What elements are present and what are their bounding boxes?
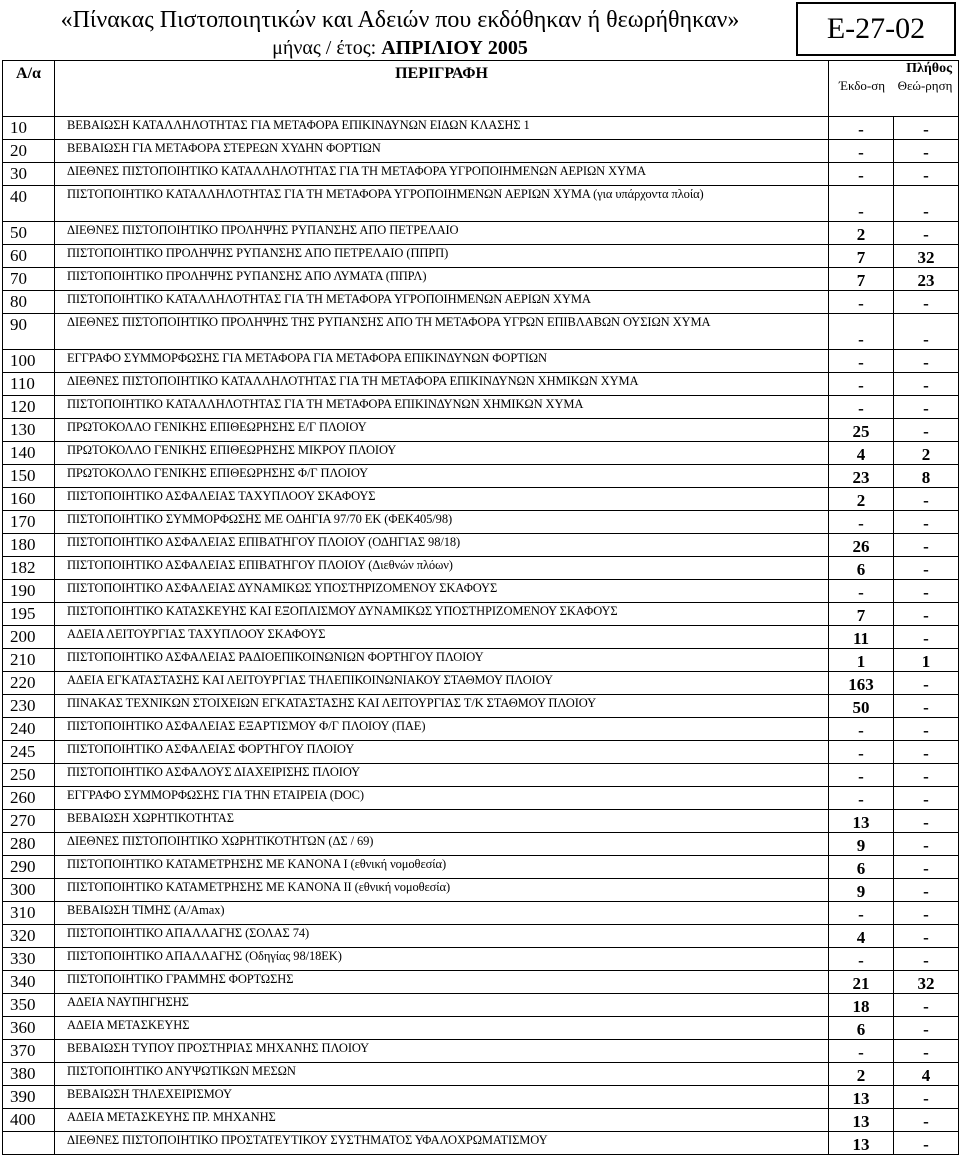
table-row [3,672,959,695]
row-number: 230 [3,695,55,718]
row-number [3,1132,55,1155]
row-endorsed-count: 2 [894,442,959,465]
row-endorsed-count: 23 [894,268,959,291]
row-endorsed-count: - [894,1109,959,1132]
row-number: 360 [3,1017,55,1040]
table-row [3,222,959,245]
row-issued-count: - [829,764,894,787]
table-row [3,557,959,580]
row-number: 195 [3,603,55,626]
period-value: ΑΠΡΙΛΙΟΥ 2005 [381,37,528,59]
row-number: 40 [3,186,55,222]
row-endorsed-count: - [894,1040,959,1063]
row-endorsed-count: - [894,488,959,511]
row-endorsed-count: - [894,373,959,396]
table-row [3,994,959,1017]
row-endorsed-count: - [894,314,959,350]
row-issued-count: 25 [829,419,894,442]
row-endorsed-count: 4 [894,1063,959,1086]
row-description: ΠΙΣΤΟΠΟΙΗΤΙΚΟ ΠΡΟΛΗΨΗΣ ΡΥΠΑΝΣΗΣ ΑΠΟ ΛΥΜΑΤΑ (ΠΠΡΛ) [55,268,829,291]
row-issued-count: 2 [829,488,894,511]
row-number: 240 [3,718,55,741]
row-issued-count: - [829,948,894,971]
row-endorsed-count: - [894,787,959,810]
row-endorsed-count: - [894,833,959,856]
row-description: ΒΕΒΑΙΩΣΗ ΤΙΜΗΣ (Α/Αmax) [55,902,829,925]
row-number: 10 [3,117,55,140]
row-issued-count: 9 [829,879,894,902]
row-issued-count: - [829,350,894,373]
table-row [3,245,959,268]
row-issued-count: - [829,718,894,741]
table-row [3,626,959,649]
row-endorsed-count: - [894,810,959,833]
row-issued-count: 50 [829,695,894,718]
row-issued-count: 23 [829,465,894,488]
row-description: ΠΙΣΤΟΠΟΙΗΤΙΚΟ ΚΑΤΑΛΛΗΛΟΤΗΤΑΣ ΓΙΑ ΤΗ ΜΕΤΑΦΟΡΑ ΥΓΡΟΠΟΙΗΜΕΝΩΝ ΑΕΡΙΩΝ ΧΥΜΑ [55,291,829,314]
row-description: ΒΕΒΑΙΩΣΗ ΤΥΠΟΥ ΠΡΟΣΤΗΡΙΑΣ ΜΗΧΑΝΗΣ ΠΛΟΙΟΥ [55,1040,829,1063]
row-description: ΠΙΣΤΟΠΟΙΗΤΙΚΟ ΑΣΦΑΛΕΙΑΣ ΡΑΔΙΟΕΠΙΚΟΙΝΩΝΙΩΝ ΦΟΡΤΗΓΟΥ ΠΛΟΙΟΥ [55,649,829,672]
row-number: 50 [3,222,55,245]
table-row [3,856,959,879]
table-body [3,117,959,1155]
row-issued-count: 4 [829,442,894,465]
row-number: 400 [3,1109,55,1132]
row-endorsed-count: - [894,1017,959,1040]
table-row [3,718,959,741]
row-endorsed-count: - [894,186,959,222]
row-endorsed-count: - [894,163,959,186]
row-issued-count: - [829,186,894,222]
table-row [3,186,959,222]
row-number: 100 [3,350,55,373]
table-row [3,1109,959,1132]
column-header-endorsed: Θεώ-ρηση [897,78,953,93]
row-issued-count: 13 [829,810,894,833]
row-number: 120 [3,396,55,419]
row-number: 300 [3,879,55,902]
column-header-description: ΠΕΡΙΓΡΑΦΗ [55,61,829,117]
row-issued-count: 7 [829,603,894,626]
row-endorsed-count: - [894,695,959,718]
table-row [3,419,959,442]
row-description: ΑΔΕΙΑ ΜΕΤΑΣΚΕΥΗΣ [55,1017,829,1040]
row-endorsed-count: - [894,140,959,163]
row-endorsed-count: - [894,291,959,314]
row-description: ΑΔΕΙΑ ΝΑΥΠΗΓΗΣΗΣ [55,994,829,1017]
row-number: 310 [3,902,55,925]
row-endorsed-count: - [894,117,959,140]
table-row [3,488,959,511]
table-row [3,373,959,396]
table-row [3,442,959,465]
row-issued-count: 7 [829,245,894,268]
form-code: Ε-27-02 [796,2,956,56]
row-endorsed-count: - [894,994,959,1017]
row-endorsed-count: - [894,925,959,948]
row-issued-count: 9 [829,833,894,856]
row-description: ΠΙΣΤΟΠΟΙΗΤΙΚΟ ΚΑΤΑΜΕΤΡΗΣΗΣ ΜΕ ΚΑΝΟΝΑ Ι (εθνική νομοθεσία) [55,856,829,879]
row-description: ΑΔΕΙΑ ΜΕΤΑΣΚΕΥΗΣ ΠΡ. ΜΗΧΑΝΗΣ [55,1109,829,1132]
row-endorsed-count: - [894,603,959,626]
row-issued-count: - [829,902,894,925]
row-issued-count: 11 [829,626,894,649]
row-issued-count: - [829,373,894,396]
table-row [3,1017,959,1040]
table-row [3,741,959,764]
row-number: 70 [3,268,55,291]
row-number: 180 [3,534,55,557]
row-endorsed-count: - [894,350,959,373]
row-issued-count: - [829,291,894,314]
table-row [3,534,959,557]
table-row [3,787,959,810]
row-issued-count: - [829,314,894,350]
row-description: ΠΙΣΤΟΠΟΙΗΤΙΚΟ ΑΝΥΨΩΤΙΚΩΝ ΜΕΣΩΝ [55,1063,829,1086]
table-row [3,971,959,994]
row-number: 60 [3,245,55,268]
row-number: 20 [3,140,55,163]
row-endorsed-count: - [894,718,959,741]
table-row [3,948,959,971]
row-issued-count: 4 [829,925,894,948]
row-endorsed-count: - [894,419,959,442]
row-endorsed-count: - [894,902,959,925]
table-row [3,1040,959,1063]
row-issued-count: 163 [829,672,894,695]
row-endorsed-count: - [894,1132,959,1155]
row-endorsed-count: - [894,764,959,787]
row-number: 130 [3,419,55,442]
row-endorsed-count: - [894,534,959,557]
row-endorsed-count: 32 [894,971,959,994]
row-description: ΠΙΣΤΟΠΟΙΗΤΙΚΟ ΑΠΑΛΛΑΓΗΣ (ΣΟΛΑΣ 74) [55,925,829,948]
row-number: 320 [3,925,55,948]
row-number: 280 [3,833,55,856]
table-row [3,603,959,626]
row-issued-count: 13 [829,1132,894,1155]
row-endorsed-count: 32 [894,245,959,268]
table-row [3,1086,959,1109]
row-issued-count: - [829,511,894,534]
row-description: ΑΔΕΙΑ ΕΓΚΑΤΑΣΤΑΣΗΣ ΚΑΙ ΛΕΙΤΟΥΡΓΙΑΣ ΤΗΛΕΠΙΚΟΙΝΩΝΙΑΚΟΥ ΣΤΑΘΜΟΥ ΠΛΟΙΟΥ [55,672,829,695]
row-number: 150 [3,465,55,488]
row-description: ΠΙΣΤΟΠΟΙΗΤΙΚΟ ΑΠΑΛΛΑΓΗΣ (Οδηγίας 98/18ΕΚ) [55,948,829,971]
row-number: 110 [3,373,55,396]
row-issued-count: - [829,117,894,140]
row-number: 170 [3,511,55,534]
table-row [3,810,959,833]
row-issued-count: 13 [829,1086,894,1109]
row-description: ΠΙΣΤΟΠΟΙΗΤΙΚΟ ΓΡΑΜΜΗΣ ΦΟΡΤΩΣΗΣ [55,971,829,994]
row-issued-count: - [829,787,894,810]
row-description: ΒΕΒΑΙΩΣΗ ΤΗΛΕΧΕΙΡΙΣΜΟΥ [55,1086,829,1109]
table-row [3,140,959,163]
table-row [3,291,959,314]
row-number: 290 [3,856,55,879]
row-endorsed-count: - [894,222,959,245]
row-issued-count: - [829,140,894,163]
row-description: ΔΙΕΘΝΕΣ ΠΙΣΤΟΠΟΙΗΤΙΚΟ ΚΑΤΑΛΛΗΛΟΤΗΤΑΣ ΓΙΑ ΤΗ ΜΕΤΑΦΟΡΑ ΥΓΡΟΠΟΙΗΜΕΝΩΝ ΑΕΡΙΩΝ ΧΥΜΑ [55,163,829,186]
row-endorsed-count: - [894,396,959,419]
row-description: ΠΙΣΤΟΠΟΙΗΤΙΚΟ ΑΣΦΑΛΟΥΣ ΔΙΑΧΕΙΡΙΣΗΣ ΠΛΟΙΟΥ [55,764,829,787]
row-description: ΔΙΕΘΝΕΣ ΠΙΣΤΟΠΟΙΗΤΙΚΟ ΧΩΡΗΤΙΚΟΤΗΤΩΝ (ΔΣ / 69) [55,833,829,856]
row-issued-count: 1 [829,649,894,672]
table-row [3,925,959,948]
row-description: ΠΙΣΤΟΠΟΙΗΤΙΚΟ ΑΣΦΑΛΕΙΑΣ ΕΠΙΒΑΤΗΓΟΥ ΠΛΟΙΟΥ (Διεθνών πλόων) [55,557,829,580]
row-description: ΠΙΣΤΟΠΟΙΗΤΙΚΟ ΠΡΟΛΗΨΗΣ ΡΥΠΑΝΣΗΣ ΑΠΟ ΠΕΤΡΕΛΑΙΟ (ΠΠΡΠ) [55,245,829,268]
row-issued-count: - [829,580,894,603]
row-description: ΠΙΣΤΟΠΟΙΗΤΙΚΟ ΑΣΦΑΛΕΙΑΣ ΕΠΙΒΑΤΗΓΟΥ ΠΛΟΙΟΥ (ΟΔΗΓΙΑΣ 98/18) [55,534,829,557]
row-endorsed-count: 1 [894,649,959,672]
row-number: 350 [3,994,55,1017]
row-description: ΠΙΣΤΟΠΟΙΗΤΙΚΟ ΑΣΦΑΛΕΙΑΣ ΕΞΑΡΤΙΣΜΟΥ Φ/Γ ΠΛΟΙΟΥ (ΠΑΕ) [55,718,829,741]
row-description: ΠΡΩΤΟΚΟΛΛΟ ΓΕΝΙΚΗΣ ΕΠΙΘΕΩΡΗΣΗΣ Ε/Γ ΠΛΟΙΟΥ [55,419,829,442]
table-row [3,465,959,488]
row-number: 330 [3,948,55,971]
table-row [3,580,959,603]
row-description: ΠΡΩΤΟΚΟΛΛΟ ΓΕΝΙΚΗΣ ΕΠΙΘΕΩΡΗΣΗΣ Φ/Γ ΠΛΟΙΟΥ [55,465,829,488]
row-number: 200 [3,626,55,649]
row-issued-count: 13 [829,1109,894,1132]
row-endorsed-count: - [894,580,959,603]
row-endorsed-count: 8 [894,465,959,488]
row-issued-count: 2 [829,1063,894,1086]
row-issued-count: 21 [829,971,894,994]
row-description: ΠΙΣΤΟΠΟΙΗΤΙΚΟ ΚΑΤΑΛΛΗΛΟΤΗΤΑΣ ΓΙΑ ΤΗ ΜΕΤΑΦΟΡΑ ΥΓΡΟΠΟΙΗΜΕΝΩΝ ΑΕΡΙΩΝ ΧΥΜΑ (για υπάρχοντα πλοία) [55,186,829,222]
certificates-table [2,60,959,1155]
row-description: ΠΙΣΤΟΠΟΙΗΤΙΚΟ ΚΑΤΑΛΛΗΛΟΤΗΤΑΣ ΓΙΑ ΤΗ ΜΕΤΑΦΟΡΑ ΕΠΙΚΙΝΔΥΝΩΝ ΧΗΜΙΚΩΝ ΧΥΜΑ [55,396,829,419]
table-row [3,396,959,419]
row-issued-count: - [829,1040,894,1063]
row-number: 270 [3,810,55,833]
row-issued-count: 6 [829,557,894,580]
row-description: ΠΙΣΤΟΠΟΙΗΤΙΚΟ ΑΣΦΑΛΕΙΑΣ ΦΟΡΤΗΓΟΥ ΠΛΟΙΟΥ [55,741,829,764]
table-row [3,163,959,186]
row-issued-count: 6 [829,856,894,879]
period-label: μήνας / έτος: [272,37,377,59]
table-row [3,268,959,291]
table-row [3,879,959,902]
table-row [3,314,959,350]
table-row [3,902,959,925]
row-number: 370 [3,1040,55,1063]
table-row [3,764,959,787]
table-row [3,1132,959,1155]
row-description: ΔΙΕΘΝΕΣ ΠΙΣΤΟΠΟΙΗΤΙΚΟ ΠΡΟΛΗΨΗΣ ΤΗΣ ΡΥΠΑΝΣΗΣ ΑΠΟ ΤΗ ΜΕΤΑΦΟΡΑ ΥΓΡΩΝ ΕΠΙΒΛΑΒΩΝ ΟΥΣΙΩΝ ΧΥΜΑ [55,314,829,350]
row-issued-count: 7 [829,268,894,291]
row-endorsed-count: - [894,856,959,879]
row-description: ΑΔΕΙΑ ΛΕΙΤΟΥΡΓΙΑΣ ΤΑΧΥΠΛΟΟΥ ΣΚΑΦΟΥΣ [55,626,829,649]
row-number: 380 [3,1063,55,1086]
row-description: ΠΙΣΤΟΠΟΙΗΤΙΚΟ ΚΑΤΑΣΚΕΥΗΣ ΚΑΙ ΕΞΟΠΛΙΣΜΟΥ ΔΥΝΑΜΙΚΩΣ ΥΠΟΣΤΗΡΙΖΟΜΕΝΟΥ ΣΚΑΦΟΥΣ [55,603,829,626]
row-endorsed-count: - [894,741,959,764]
table-row [3,117,959,140]
row-number: 160 [3,488,55,511]
row-number: 30 [3,163,55,186]
row-issued-count: - [829,741,894,764]
table-row [3,833,959,856]
row-number: 90 [3,314,55,350]
row-issued-count: 6 [829,1017,894,1040]
row-description: ΠΙΝΑΚΑΣ ΤΕΧΝΙΚΩΝ ΣΤΟΙΧΕΙΩΝ ΕΓΚΑΤΑΣΤΑΣΗΣ ΚΑΙ ΛΕΙΤΟΥΡΓΙΑΣ Τ/Κ ΣΤΑΘΜΟΥ ΠΛΟΙΟΥ [55,695,829,718]
row-description: ΒΕΒΑΙΩΣΗ ΚΑΤΑΛΛΗΛΟΤΗΤΑΣ ΓΙΑ ΜΕΤΑΦΟΡΑ ΕΠΙΚΙΝΔΥΝΩΝ ΕΙΔΩΝ ΚΛΑΣΗΣ 1 [55,117,829,140]
row-description: ΔΙΕΘΝΕΣ ΠΙΣΤΟΠΟΙΗΤΙΚΟ ΠΡΟΛΗΨΗΣ ΡΥΠΑΝΣΗΣ ΑΠΟ ΠΕΤΡΕΛΑΙΟ [55,222,829,245]
row-description: ΔΙΕΘΝΕΣ ΠΙΣΤΟΠΟΙΗΤΙΚΟ ΚΑΤΑΛΛΗΛΟΤΗΤΑΣ ΓΙΑ ΤΗ ΜΕΤΑΦΟΡΑ ΕΠΙΚΙΝΔΥΝΩΝ ΧΗΜΙΚΩΝ ΧΥΜΑ [55,373,829,396]
row-issued-count: - [829,163,894,186]
row-description: ΒΕΒΑΙΩΣΗ ΓΙΑ ΜΕΤΑΦΟΡΑ ΣΤΕΡΕΩΝ ΧΥΔΗΝ ΦΟΡΤΙΩΝ [55,140,829,163]
row-number: 220 [3,672,55,695]
row-issued-count: 18 [829,994,894,1017]
table-row [3,695,959,718]
row-description: ΠΙΣΤΟΠΟΙΗΤΙΚΟ ΑΣΦΑΛΕΙΑΣ ΤΑΧΥΠΛΟΟΥ ΣΚΑΦΟΥΣ [55,488,829,511]
row-description: ΕΓΓΡΑΦΟ ΣΥΜΜΟΡΦΩΣΗΣ ΓΙΑ ΤΗΝ ΕΤΑΙΡΕΙΑ (DOC) [55,787,829,810]
table-row [3,511,959,534]
row-number: 210 [3,649,55,672]
row-endorsed-count: - [894,672,959,695]
row-description: ΠΙΣΤΟΠΟΙΗΤΙΚΟ ΚΑΤΑΜΕΤΡΗΣΗΣ ΜΕ ΚΑΝΟΝΑ ΙΙ (εθνική νομοθεσία) [55,879,829,902]
row-number: 182 [3,557,55,580]
column-header-count [829,61,959,117]
row-issued-count: 2 [829,222,894,245]
row-number: 260 [3,787,55,810]
period-line [30,36,770,60]
row-description: ΔΙΕΘΝΕΣ ΠΙΣΤΟΠΟΙΗΤΙΚΟ ΠΡΟΣΤΑΤΕΥΤΙΚΟΥ ΣΥΣΤΗΜΑΤΟΣ ΥΦΑΛΟΧΡΩΜΑΤΙΣΜΟΥ [55,1132,829,1155]
row-number: 245 [3,741,55,764]
row-description: ΒΕΒΑΙΩΣΗ ΧΩΡΗΤΙΚΟΤΗΤΑΣ [55,810,829,833]
row-issued-count: 26 [829,534,894,557]
table-row [3,649,959,672]
count-label: Πλήθος [906,61,952,76]
row-number: 340 [3,971,55,994]
row-number: 190 [3,580,55,603]
row-endorsed-count: - [894,557,959,580]
row-number: 390 [3,1086,55,1109]
row-endorsed-count: - [894,948,959,971]
column-header-no: Α/α [3,61,55,117]
row-issued-count: - [829,396,894,419]
table-header-row [3,61,959,117]
table-row [3,1063,959,1086]
row-description: ΠΡΩΤΟΚΟΛΛΟ ΓΕΝΙΚΗΣ ΕΠΙΘΕΩΡΗΣΗΣ ΜΙΚΡΟΥ ΠΛΟΙΟΥ [55,442,829,465]
row-description: ΠΙΣΤΟΠΟΙΗΤΙΚΟ ΣΥΜΜΟΡΦΩΣΗΣ ΜΕ ΟΔΗΓΙΑ 97/70 ΕΚ (ΦΕΚ405/98) [55,511,829,534]
document-title: «Πίνακας Πιστοποιητικών και Αδειών που εκδόθηκαν ή θεωρήθηκαν» [60,7,740,33]
table-row [3,350,959,373]
column-header-issued: Έκδο-ση [838,78,886,93]
row-description: ΠΙΣΤΟΠΟΙΗΤΙΚΟ ΑΣΦΑΛΕΙΑΣ ΔΥΝΑΜΙΚΩΣ ΥΠΟΣΤΗΡΙΖΟΜΕΝΟΥ ΣΚΑΦΟΥΣ [55,580,829,603]
row-endorsed-count: - [894,1086,959,1109]
row-number: 80 [3,291,55,314]
row-number: 250 [3,764,55,787]
row-endorsed-count: - [894,879,959,902]
row-endorsed-count: - [894,626,959,649]
row-endorsed-count: - [894,511,959,534]
row-number: 140 [3,442,55,465]
row-description: ΕΓΓΡΑΦΟ ΣΥΜΜΟΡΦΩΣΗΣ ΓΙΑ ΜΕΤΑΦΟΡΑ ΓΙΑ ΜΕΤΑΦΟΡΑ ΕΠΙΚΙΝΔΥΝΩΝ ΦΟΡΤΙΩΝ [55,350,829,373]
